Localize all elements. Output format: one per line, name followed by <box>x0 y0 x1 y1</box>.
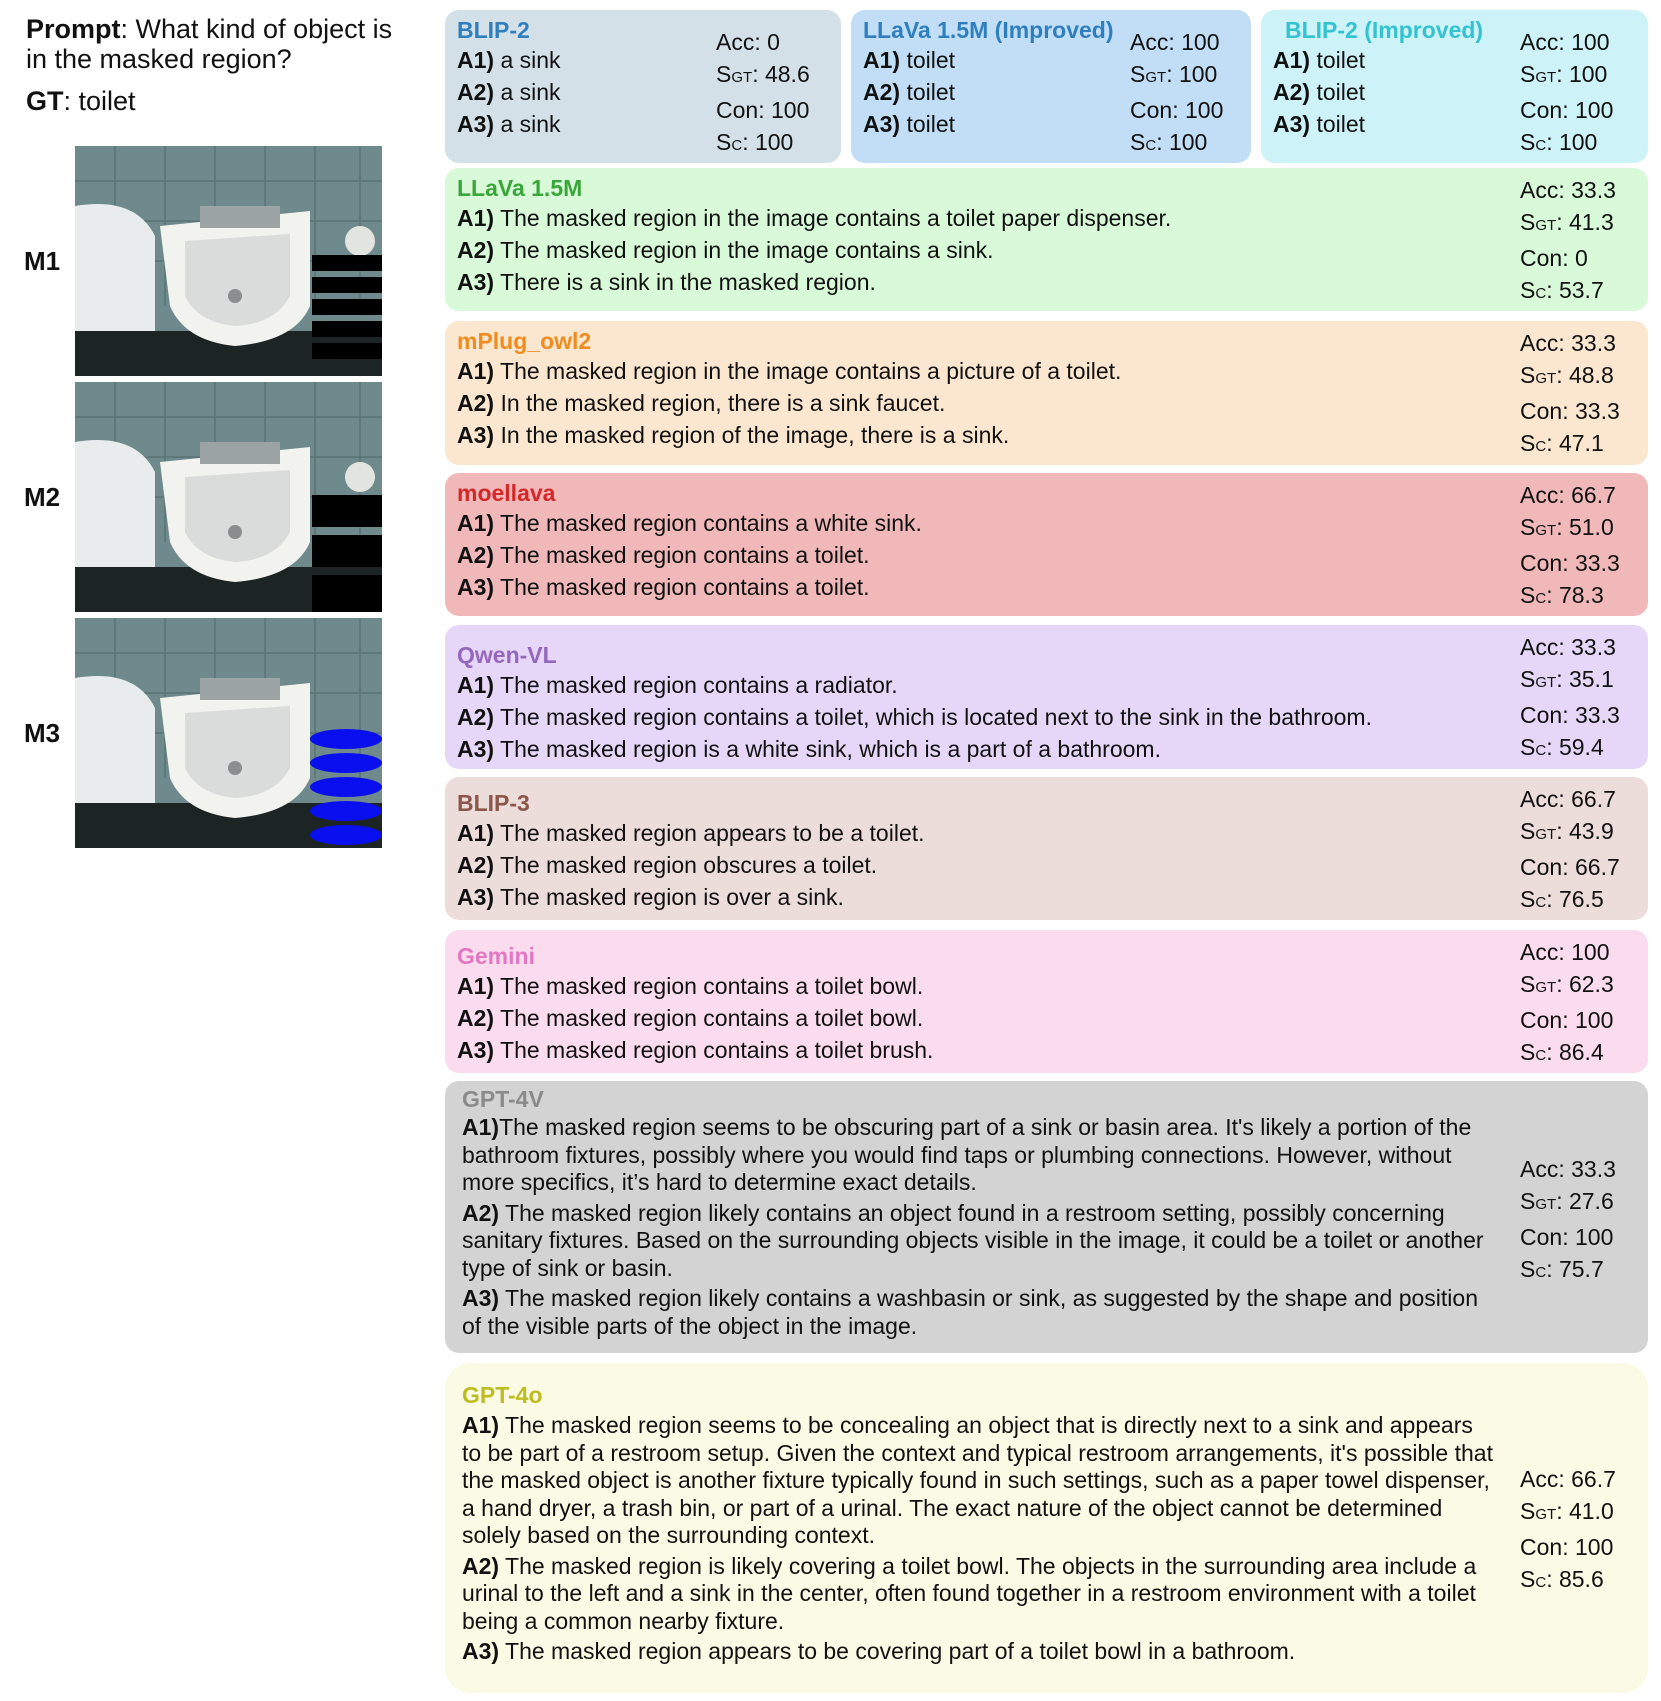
metric-sgt: SGT: 41.0 <box>1520 1498 1614 1524</box>
answer-text: In the masked region, there is a sink faucet. <box>494 390 946 416</box>
answer-3 <box>457 1034 1636 1066</box>
answer-text: toilet <box>1310 111 1366 137</box>
metric-con: Con: 100 <box>1130 97 1224 123</box>
answer-label: A1) <box>457 820 495 846</box>
metric-sgt: SGT: 48.8 <box>1520 362 1614 388</box>
metric-sc: SC: 85.6 <box>1520 1566 1604 1592</box>
answer-text: The masked region seems to be concealing an object that is directly next to a sink and appears to be part of a restroom setup. Given the context and typical restroom arrangements, it's possible that the masked object is another fixture typically found in such settings, such as a paper towel dispenser, a hand dryer, a trash bin, or part of a urinal. The exact nature of the object cannot be determined solely based on the surrounding context. <box>462 1412 1493 1548</box>
prompt-panel <box>26 14 416 117</box>
prompt-label: Prompt <box>26 14 121 44</box>
answer-2 <box>457 539 1636 571</box>
answer-label: A3) <box>462 1285 500 1311</box>
metric-sc: SC: 78.3 <box>1520 582 1604 608</box>
answer-label: A2) <box>462 1199 500 1226</box>
metric-sc: SC: 53.7 <box>1520 277 1604 303</box>
metric-con: Con: 100 <box>1520 1224 1614 1250</box>
answer-text: The masked region is a white sink, which is a part of a bathroom. <box>494 736 1161 762</box>
answer-text: The masked region contains a toilet brush. <box>494 1037 934 1063</box>
answer-text: There is a sink in the masked region. <box>494 269 876 295</box>
metric-sgt: SGT: 27.6 <box>1520 1188 1614 1214</box>
answer-text: The masked region obscures a toilet. <box>494 852 878 878</box>
answer-label: A2) <box>457 1005 495 1031</box>
metric-sgt: SGT: 35.1 <box>1520 666 1614 692</box>
answer-text: The masked region contains a toilet bowl. <box>494 1005 924 1031</box>
answer-text: The masked region contains a toilet. <box>494 542 870 568</box>
answer-1 <box>457 817 1636 849</box>
answer-2 <box>457 234 1636 266</box>
answer-2 <box>457 849 1636 881</box>
metric-con: Con: 100 <box>1520 1534 1614 1560</box>
answer-1 <box>457 507 1636 539</box>
answer-label: A2) <box>1273 79 1311 105</box>
answer-label: A1) <box>462 1114 500 1140</box>
prompt-text <box>26 14 416 74</box>
answer-text: The masked region likely contains an object found in a restroom setting, possibly concerning sanitary fixtures. Based on the surrounding objects visible in the image, it could be a toilet or another type of sink or basin. <box>462 1199 1484 1281</box>
metrics-qwen <box>1520 631 1620 767</box>
answer-text: toilet <box>900 79 956 105</box>
card-blip3 <box>445 777 1648 920</box>
prompt-question: : What kind of object is in the masked region? <box>26 14 393 74</box>
answer-label: A1) <box>457 973 495 999</box>
card-qwen-vl <box>445 625 1648 769</box>
answer-label: A2) <box>457 79 495 105</box>
answer-label: A1) <box>457 47 495 73</box>
answer-label: A1) <box>462 1412 500 1438</box>
answer-3 <box>457 419 1636 451</box>
metric-acc: Acc: 33.3 <box>1520 1156 1616 1182</box>
card-llava <box>445 168 1648 311</box>
card-gpt4v <box>445 1081 1648 1353</box>
metric-con: Con: 33.3 <box>1520 398 1620 424</box>
metric-sc: SC: 47.1 <box>1520 430 1604 456</box>
answer-3 <box>457 571 1636 603</box>
metrics-gpt4o <box>1520 1463 1616 1599</box>
answer-3 <box>457 733 1636 765</box>
metric-acc: Acc: 33.3 <box>1520 330 1616 356</box>
mask-label-m1: M1 <box>24 246 61 276</box>
model-name-llava-improved: LLaVa 1.5M (Improved) <box>863 17 1114 43</box>
answer-text: In the masked region of the image, there is a sink. <box>494 422 1010 448</box>
answer-label: A1) <box>863 47 901 73</box>
answer-text: The masked region in the image contains a picture of a toilet. <box>494 358 1122 384</box>
card-blip2 <box>445 10 841 163</box>
answer-2 <box>457 1553 1497 1636</box>
metric-acc: Acc: 66.7 <box>1520 786 1616 812</box>
metric-sgt: SGT: 62.3 <box>1520 971 1614 997</box>
metric-sgt: SGT: 41.3 <box>1520 209 1614 235</box>
answer-text: The masked region appears to be a toilet. <box>494 820 925 846</box>
card-gpt4o <box>445 1363 1648 1693</box>
metric-sgt: SGT: 43.9 <box>1520 818 1614 844</box>
gt-label: GT <box>26 86 64 116</box>
metric-sc: SC: 76.5 <box>1520 886 1604 912</box>
answer-label: A2) <box>457 390 495 416</box>
mask-example-m2 <box>0 382 410 612</box>
metric-con: Con: 100 <box>1520 97 1614 123</box>
mask-label-m3: M3 <box>24 718 61 748</box>
answer-3 <box>457 266 1636 298</box>
metric-sc: SC: 86.4 <box>1520 1039 1604 1065</box>
answer-label: A3) <box>457 884 495 910</box>
answer-label: A1) <box>457 672 495 698</box>
answer-label: A3) <box>457 574 495 600</box>
metric-acc: Acc: 100 <box>1520 939 1610 965</box>
answer-label: A2) <box>457 852 495 878</box>
card-mplug-owl2 <box>445 321 1648 465</box>
answer-label: A2) <box>462 1552 500 1579</box>
answer-label: A2) <box>457 704 495 730</box>
metric-acc: Acc: 0 <box>716 29 780 55</box>
card-moellava <box>445 473 1648 616</box>
answer-3 <box>457 881 1636 913</box>
answer-label: A1) <box>457 205 495 231</box>
metrics-llava-improved <box>1130 26 1223 162</box>
metrics-gemini <box>1520 936 1614 1072</box>
metrics-blip3 <box>1520 783 1620 919</box>
model-name-gpt4o: GPT-4o <box>462 1382 543 1408</box>
answer-label: A3) <box>457 422 495 448</box>
answer-2 <box>457 387 1636 419</box>
answer-label: A2) <box>863 79 901 105</box>
answer-text: The masked region contains a toilet bowl. <box>494 973 924 999</box>
answer-1 <box>457 669 1636 701</box>
metric-sgt: SGT: 48.6 <box>716 61 810 87</box>
metrics-blip2-improved <box>1520 26 1613 162</box>
metric-sc: SC: 100 <box>1130 129 1208 155</box>
answer-1 <box>457 970 1636 1002</box>
metrics-moellava <box>1520 479 1620 615</box>
metric-acc: Acc: 66.7 <box>1520 482 1616 508</box>
masked-image-m2 <box>75 382 382 612</box>
answer-label: A3) <box>457 269 495 295</box>
answer-text: The masked region in the image contains a sink. <box>494 237 994 263</box>
answer-text: The masked region is over a sink. <box>494 884 844 910</box>
answer-text: toilet <box>1310 79 1366 105</box>
metric-con: Con: 100 <box>716 97 810 123</box>
metrics-llava <box>1520 174 1616 310</box>
metric-acc: Acc: 66.7 <box>1520 1466 1616 1492</box>
metric-con: Con: 66.7 <box>1520 854 1620 880</box>
answer-text: a sink <box>494 79 561 105</box>
metric-sgt: SGT: 100 <box>1520 61 1608 87</box>
answer-text: The masked region likely contains a washbasin or sink, as suggested by the shape and position of the visible parts of the object in the image. <box>462 1285 1478 1339</box>
answer-label: A3) <box>863 111 901 137</box>
answer-label: A3) <box>457 111 495 137</box>
answer-text: toilet <box>900 111 956 137</box>
answer-label: A2) <box>457 237 495 263</box>
metric-acc: Acc: 33.3 <box>1520 177 1616 203</box>
answer-label: A3) <box>1273 111 1311 137</box>
model-name-llava: LLaVa 1.5M <box>457 175 583 201</box>
answer-label: A1) <box>457 358 495 384</box>
answer-1 <box>457 1114 1497 1197</box>
answer-text: toilet <box>1310 47 1366 73</box>
metric-acc: Acc: 100 <box>1130 29 1220 55</box>
answer-text: The masked region contains a toilet. <box>494 574 870 600</box>
answer-text: a sink <box>494 111 561 137</box>
answer-text: The masked region contains a white sink. <box>494 510 922 536</box>
gt-value: : toilet <box>63 86 136 116</box>
model-name-qwen: Qwen-VL <box>457 642 557 668</box>
answer-label: A1) <box>457 510 495 536</box>
metric-con: Con: 100 <box>1520 1007 1614 1033</box>
metric-sgt: SGT: 51.0 <box>1520 514 1614 540</box>
metric-con: Con: 33.3 <box>1520 550 1620 576</box>
mask-example-m1 <box>0 146 410 376</box>
metrics-mplug <box>1520 327 1620 463</box>
metric-acc: Acc: 100 <box>1520 29 1610 55</box>
answer-text: The masked region contains a radiator. <box>494 672 898 698</box>
answer-text: a sink <box>494 47 561 73</box>
model-name-blip2: BLIP-2 <box>457 17 530 43</box>
answer-text: The masked region appears to be covering part of a toilet bowl in a bathroom. <box>499 1638 1296 1664</box>
metric-sc: SC: 100 <box>1520 129 1598 155</box>
model-name-gemini: Gemini <box>457 943 535 969</box>
metric-acc: Acc: 33.3 <box>1520 634 1616 660</box>
model-name-blip2-improved: BLIP-2 (Improved) <box>1285 17 1484 43</box>
answer-2 <box>457 1200 1497 1283</box>
card-gemini <box>445 930 1648 1073</box>
answer-label: A1) <box>1273 47 1311 73</box>
metric-con: Con: 0 <box>1520 245 1588 271</box>
model-name-blip3: BLIP-3 <box>457 790 530 816</box>
answer-label: A3) <box>457 736 495 762</box>
metrics-blip2 <box>716 26 810 162</box>
masked-image-m3 <box>75 618 382 848</box>
metric-sgt: SGT: 100 <box>1130 61 1218 87</box>
masked-image-m1 <box>75 146 382 376</box>
metrics-gpt4v <box>1520 1153 1616 1289</box>
answer-1 <box>457 1412 1497 1550</box>
metric-sc: SC: 59.4 <box>1520 734 1604 760</box>
model-name-moellava: moellava <box>457 480 556 506</box>
metric-sc: SC: 100 <box>716 129 794 155</box>
model-name-mplug: mPlug_owl2 <box>457 328 592 354</box>
mask-example-m3 <box>0 618 410 848</box>
mask-label-m2: M2 <box>24 482 61 512</box>
answer-text: toilet <box>900 47 956 73</box>
answer-text: The masked region is likely covering a toilet bowl. The objects in the surrounding area include a urinal to the left and a sink in the center, often found together in a restroom environment with a toilet being a common nearby fixture. <box>462 1552 1477 1634</box>
answer-text: The masked region seems to be obscuring part of a sink or basin area. It's likely a portion of the bathroom fixtures, possibly where you would find taps or plumbing connections. However, without more specifics, it’s hard to determine exact details. <box>462 1114 1472 1195</box>
answer-label: A2) <box>457 542 495 568</box>
metric-con: Con: 33.3 <box>1520 702 1620 728</box>
answer-2 <box>457 701 1636 733</box>
card-llava-improved <box>851 10 1251 163</box>
ground-truth <box>26 86 416 117</box>
answer-3 <box>457 1638 1497 1666</box>
answer-3 <box>457 1285 1497 1340</box>
answer-2 <box>457 1002 1636 1034</box>
model-name-gpt4v: GPT-4V <box>462 1086 544 1112</box>
answer-1 <box>457 355 1636 387</box>
answer-text: The masked region in the image contains a toilet paper dispenser. <box>494 205 1172 231</box>
answer-label: A3) <box>462 1638 500 1664</box>
card-blip2-improved <box>1261 10 1648 163</box>
answer-text: The masked region contains a toilet, which is located next to the sink in the bathroom. <box>494 704 1372 730</box>
metric-sc: SC: 75.7 <box>1520 1256 1604 1282</box>
answer-label: A3) <box>457 1037 495 1063</box>
answer-1 <box>457 202 1636 234</box>
